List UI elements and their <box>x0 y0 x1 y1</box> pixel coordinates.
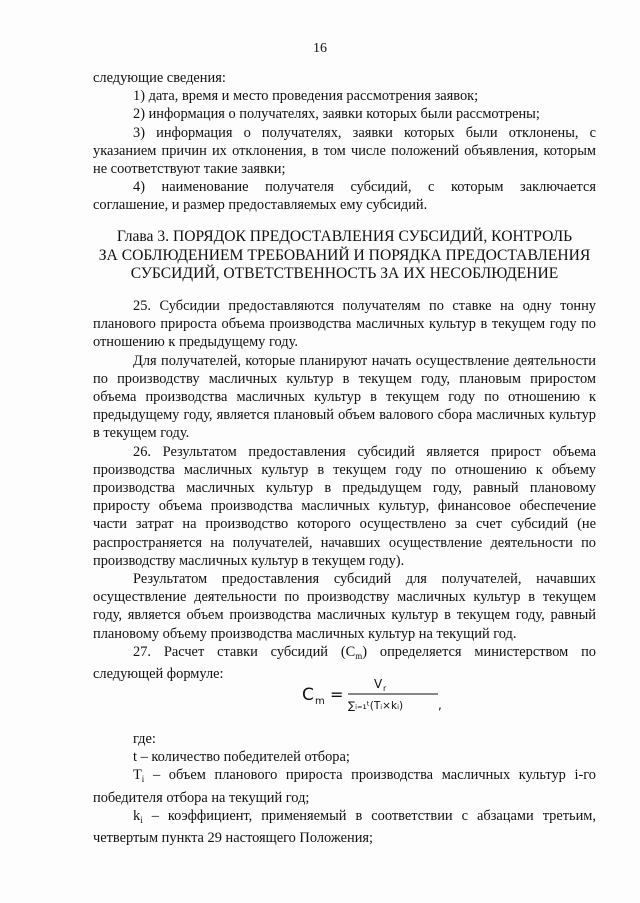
chapter-heading-line-3: СУБСИДИЙ, ОТВЕТСТВЕННОСТЬ ЗА ИХ НЕСОБЛЮДЕНИЕ <box>130 265 559 283</box>
paragraph-26-second: Результатом предоставления субсидий для получателей, начавших осуществление деятельности по производству масличных культур в текущем году, является объем производства масличных культур в текущем году, равный плановому объему производства масличных культур на текущий год. <box>93 571 596 642</box>
page-number: 16 <box>313 41 327 56</box>
definitions-section <box>93 730 596 847</box>
formula-denominator: ∑ᵢ₌₁ᵗ(Tᵢ×kᵢ) <box>348 700 404 712</box>
main-section <box>93 297 596 683</box>
intro-item-3: 3) информация о получателях, заявки которых были отклонены, с указанием причин их отклонения, в том числе положений объявления, которым не соответствуют такие заявки; <box>93 124 596 178</box>
formula-equals: = <box>330 685 344 704</box>
intro-item-4: 4) наименование получателя субсидий, с которым заключается соглашение, и размер предоставляемых ему субсидий. <box>93 179 596 214</box>
paragraph-26: 26. Результатом предоставления субсидий является прирост объема производства масличных культур в текущем году по отношению к объему производства масличных культур в предыдущем году, равный плановому приросту объема производства масличных культур, финансовое обеспечение части затрат на производство которого осуществлено за счет субсидий (не распространяется на получателей, начавших осуществление деятельности по производству масличных культур в текущем году). <box>93 443 596 569</box>
formula-lhs-sub: m <box>315 696 325 707</box>
definition-ti <box>93 766 596 806</box>
definition-where: где: <box>133 731 156 747</box>
formula-lhs: C <box>302 685 314 705</box>
paragraph-25: 25. Субсидии предоставляются получателям по ставке на одну тонну планового прироста объема производства масличных культур в текущем году по отношению к предыдущему году. <box>93 298 596 351</box>
definition-ti-text: – объем планового прироста производства масличных культур i-го победителя отбора на текущий год; <box>93 767 596 806</box>
formula-numerator: V <box>374 677 383 691</box>
intro-item-2: 2) информация о получателях, заявки которых были рассмотрены; <box>133 106 540 123</box>
definition-ki-text: – коэффициент, применяемый в соответствии с абзацами третьим, четвертым пункта 29 настоящего Положения; <box>93 807 596 847</box>
intro-lead: следующие сведения: <box>93 70 226 86</box>
definition-t: t – количество победителей отбора; <box>133 749 350 766</box>
definition-ki <box>93 807 596 847</box>
intro-section <box>93 69 596 215</box>
chapter-heading-line-2: ЗА СОБЛЮДЕНИЕМ ТРЕБОВАНИЙ И ПОРЯДКА ПРЕДОСТАВЛЕНИЯ <box>98 246 591 264</box>
definition-ki-sub: i <box>140 814 143 825</box>
definition-ki-symbol: k <box>133 807 141 824</box>
paragraph-27-tail: ) определяется министерством по следующей формуле: <box>93 643 596 683</box>
formula-numerator-sub: r <box>383 684 387 693</box>
paragraph-27-sub: m <box>355 650 363 661</box>
formula-trail: , <box>438 698 442 712</box>
intro-item-1: 1) дата, время и место проведения рассмотрения заявок; <box>133 88 479 105</box>
formula-graphic <box>292 676 452 716</box>
subsidy-rate-formula <box>292 676 452 716</box>
chapter-heading <box>93 228 596 284</box>
chapter-heading-line-1: Глава 3. ПОРЯДОК ПРЕДОСТАВЛЕНИЯ СУБСИДИЙ, КОНТРОЛЬ <box>116 228 573 245</box>
definition-ti-sub: i <box>141 774 145 785</box>
definition-ti-symbol: T <box>133 767 142 784</box>
paragraph-25-second: Для получателей, которые планируют начать осуществление деятельности по производству масличных культур в текущем году, плановым приростом объема производства масличных культур в текущем году по отношению к предыдущему году, является плановый объем валового сбора масличных культур в текущем году. <box>93 352 596 442</box>
paragraph-27-head: 27. Расчет ставки субсидий (C <box>133 643 356 660</box>
